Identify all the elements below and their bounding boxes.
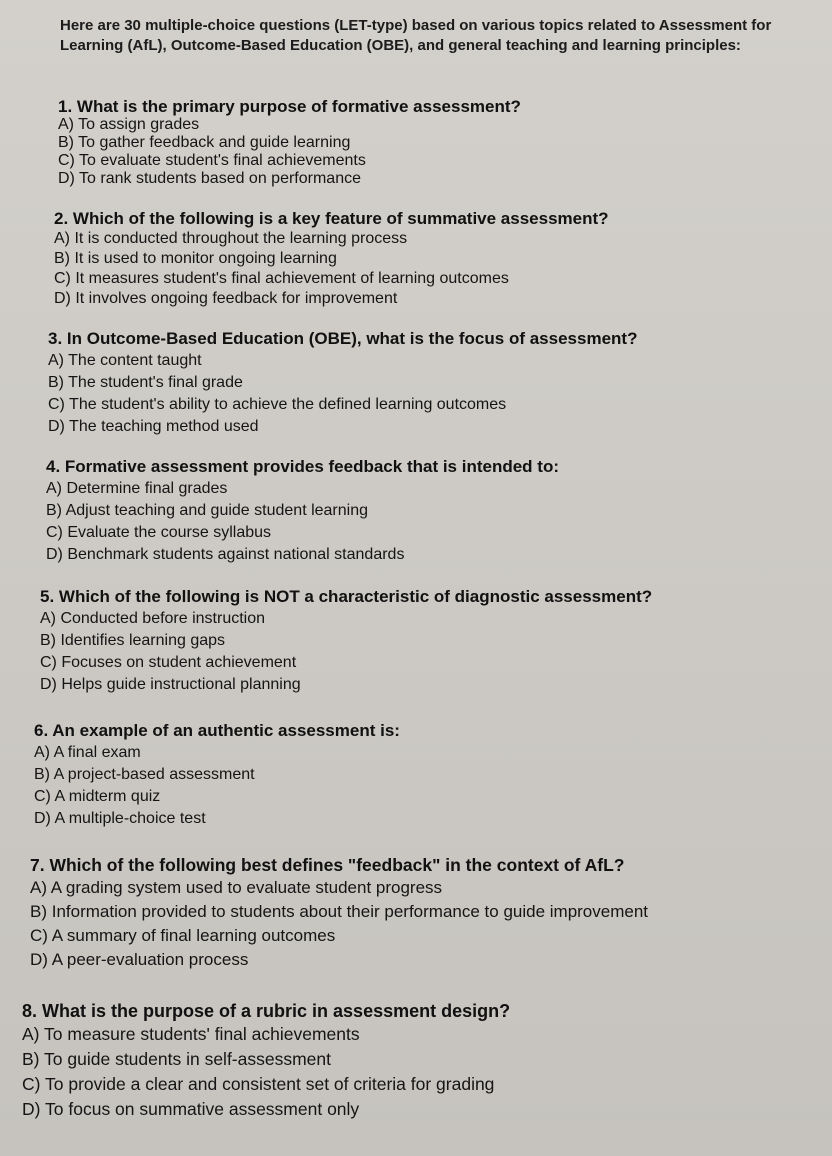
answer-option [22,1072,802,1097]
option-text: It measures student's final achievement of learning outcomes [75,270,509,287]
question-title: 6. An example of an authentic assessment is: [34,721,400,740]
answer-option [48,416,828,438]
answer-option [54,248,832,270]
option-text: The content taught [68,352,202,369]
option-letter: B) [48,374,64,391]
option-text: To provide a clear and consistent set of criteria for grading [45,1074,495,1094]
option-letter: C) [48,396,65,413]
answer-option [34,786,814,808]
answer-option [48,372,828,394]
answer-option [22,1047,802,1072]
answer-option [30,876,810,900]
option-text: Evaluate the course syllabus [67,524,272,541]
answer-option [46,544,826,566]
option-text: Focuses on student achievement [61,654,297,671]
option-text: A peer-evaluation process [51,950,249,969]
option-text: It is conducted throughout the learning process [74,230,408,247]
question-block [40,586,820,696]
answer-option [46,522,826,544]
option-letter: C) [54,270,71,287]
question-block [30,854,810,972]
option-letter: C) [40,654,57,671]
answer-option [30,924,810,948]
option-letter: A) [48,352,64,369]
option-text: The student's final grade [68,374,243,391]
answer-option [40,674,820,696]
question-block [34,720,814,830]
answer-option [34,742,814,764]
option-letter: C) [22,1074,41,1094]
option-letter: B) [40,632,56,649]
option-text: Helps guide instructional planning [61,676,301,693]
option-text: A grading system used to evaluate student progress [50,878,443,897]
option-letter: A) [22,1024,40,1044]
question-title: 2. Which of the following is a key feature of summative assessment? [54,209,609,228]
option-letter: C) [46,524,63,541]
question-block [48,328,828,438]
option-letter: D) [48,418,65,435]
option-text: A multiple-choice test [54,810,206,827]
answer-option [22,1022,802,1047]
option-text: To assign grades [78,116,200,133]
question-block [58,96,832,190]
option-letter: A) [54,230,70,247]
option-letter: A) [30,878,47,897]
option-text: To guide students in self-assessment [44,1049,332,1069]
option-text: The teaching method used [69,418,259,435]
option-text: It is used to monitor ongoing learning [74,250,337,267]
option-text: To focus on summative assessment only [45,1099,360,1119]
option-text: Determine final grades [66,480,228,497]
option-letter: A) [34,744,50,761]
answer-option [34,808,814,830]
question-block [22,1000,802,1122]
answer-option [46,478,826,500]
answer-option [54,288,832,310]
option-letter: B) [30,902,47,921]
option-letter: D) [34,810,51,827]
option-text: To measure students' final achievements [44,1024,360,1044]
answer-option [58,168,832,190]
answer-option [40,630,820,652]
option-text: To rank students based on performance [79,170,361,187]
question-title: 7. Which of the following best defines "feedback" in the context of AfL? [30,855,625,875]
answer-option [46,500,826,522]
option-text: Adjust teaching and guide student learning [65,502,369,519]
option-text: To evaluate student's final achievements [79,152,366,169]
question-title: 3. In Outcome-Based Education (OBE), what is the focus of assessment? [48,329,638,348]
option-text: The student's ability to achieve the defined learning outcomes [69,396,507,413]
option-text: Conducted before instruction [60,610,266,627]
option-letter: C) [30,926,48,945]
answer-option [34,764,814,786]
option-text: Benchmark students against national standards [67,546,405,563]
answer-option [22,1097,802,1122]
option-text: A project-based assessment [53,766,255,783]
answer-option [54,228,832,250]
question-title: 8. What is the purpose of a rubric in assessment design? [22,1001,511,1021]
question-block [54,208,832,310]
option-text: A midterm quiz [54,788,161,805]
option-letter: B) [22,1049,40,1069]
option-text: A final exam [53,744,141,761]
option-letter: B) [54,250,70,267]
option-letter: D) [40,676,57,693]
option-letter: A) [40,610,56,627]
option-text: It involves ongoing feedback for improvement [75,290,398,307]
answer-option [30,900,810,924]
answer-option [48,394,828,416]
option-letter: B) [34,766,50,783]
question-block [46,456,826,566]
option-letter: D) [30,950,48,969]
option-letter: A) [46,480,62,497]
option-text: To gather feedback and guide learning [78,134,351,151]
answer-option [54,268,832,290]
option-letter: D) [22,1099,41,1119]
answer-option [40,652,820,674]
option-text: Identifies learning gaps [60,632,226,649]
option-letter: C) [34,788,51,805]
option-letter: D) [58,170,75,187]
option-letter: C) [58,152,75,169]
option-text: A summary of final learning outcomes [51,926,336,945]
answer-option [30,948,810,972]
option-letter: B) [58,134,74,151]
answer-option [48,350,828,372]
option-letter: D) [46,546,63,563]
question-title: 5. Which of the following is NOT a characteristic of diagnostic assessment? [40,587,653,606]
question-title: 4. Formative assessment provides feedback that is intended to: [46,457,559,476]
option-letter: A) [58,116,74,133]
option-letter: B) [46,502,62,519]
intro-paragraph: Here are 30 multiple-choice questions (LET-type) based on various topics related to Assessment for Learning (AfL), Outcome-Based Education (OBE), and general teaching and learning principles: [60,17,772,54]
option-letter: D) [54,290,71,307]
question-title: 1. What is the primary purpose of formative assessment? [58,97,521,116]
answer-option [40,608,820,630]
option-text: Information provided to students about their performance to guide improvement [51,902,649,921]
